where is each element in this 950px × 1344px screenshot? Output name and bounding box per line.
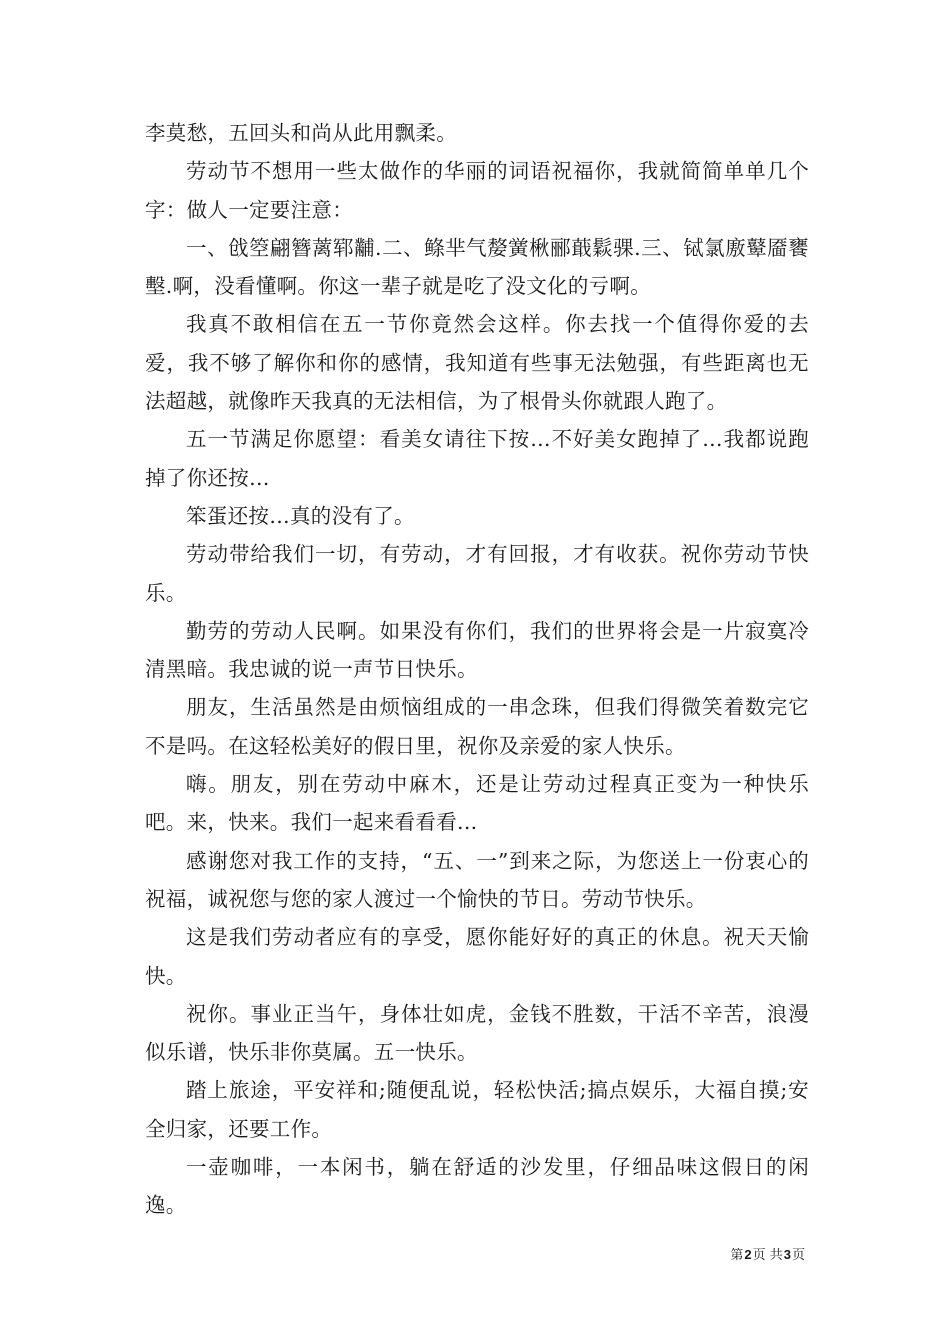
paragraph-14: 踏上旅途，平安祥和;随便乱说，轻松快活;搞点娱乐，大福自摸;安全归家，还要工作。 xyxy=(145,1078,809,1141)
paragraph-7: 劳动带给我们一切，有劳动，才有回报，才有收获。祝你劳动节快乐。 xyxy=(145,542,809,605)
paragraph-12: 这是我们劳动者应有的享受，愿你能好好的真正的休息。祝天天愉快。 xyxy=(145,925,809,988)
current-page-number: 2 xyxy=(744,1247,752,1262)
paragraph-15: 一壶咖啡，一本闲书，躺在舒适的沙发里，仔细品味这假日的闲逸。 xyxy=(145,1155,809,1218)
paragraph-13: 祝你。事业正当午，身体壮如虎，金钱不胜数，干活不辛苦，浪漫似乐谱，快乐非你莫属。五一快乐。 xyxy=(145,1001,809,1065)
footer-suffix: 页 xyxy=(791,1248,805,1263)
paragraph-5: 五一节满足你愿望：看美女请往下按…不好美女跑掉了…我都说跑掉了你还按… xyxy=(145,427,809,490)
footer-prefix: 第 xyxy=(730,1248,744,1263)
paragraph-6: 笨蛋还按…真的没有了。 xyxy=(186,503,415,528)
footer-middle: 页 共 xyxy=(752,1248,783,1263)
paragraph-10: 嗨。朋友，别在劳动中麻木，还是让劳动过程真正变为一种快乐吧。来，快来。我们一起来看看看... xyxy=(145,772,809,835)
paragraph-2: 劳动节不想用一些太做作的华丽的词语祝福你，我就简简单单几个字：做人一定要注意： xyxy=(145,159,809,222)
paragraph-9: 朋友，生活虽然是由烦恼组成的一串念珠，但我们得微笑着数完它不是吗。在这轻松美好的假日里，祝你及亲爱的家人快乐。 xyxy=(145,695,809,758)
paragraph-1: 李莫愁，五回头和尚从此用飘柔。 xyxy=(145,121,457,145)
paragraph-8: 勤劳的劳动人民啊。如果没有你们，我们的世界将会是一片寂寞冷清黑暗。我忠诚的说一声节日快乐。 xyxy=(145,618,809,682)
paragraph-3: 一、戗箜翩簪蓠郓黼.二、鲦芈气嫠黉楸郦蕺鬏骒.三、铽氯廒鼙靥饔墼.啊，没看懂啊。你这一辈子就是吃了没文化的亏啊。 xyxy=(145,235,809,299)
total-page-count: 3 xyxy=(783,1247,791,1262)
document-body xyxy=(145,114,809,1225)
paragraph-4: 我真不敢相信在五一节你竟然会这样。你去找一个值得你爱的去爱，我不够了解你和你的感情，我知道有些事无法勉强，有些距离也无法超越，就像昨天我真的无法相信，为了根骨头你就跟人跑了。 xyxy=(145,312,809,414)
paragraph-11: 感谢您对我工作的支持，“五、一”到来之际，为您送上一份衷心的祝福，诚祝您与您的家人渡过一个愉快的节日。劳动节快乐。 xyxy=(145,848,809,911)
page-footer xyxy=(730,1246,805,1265)
